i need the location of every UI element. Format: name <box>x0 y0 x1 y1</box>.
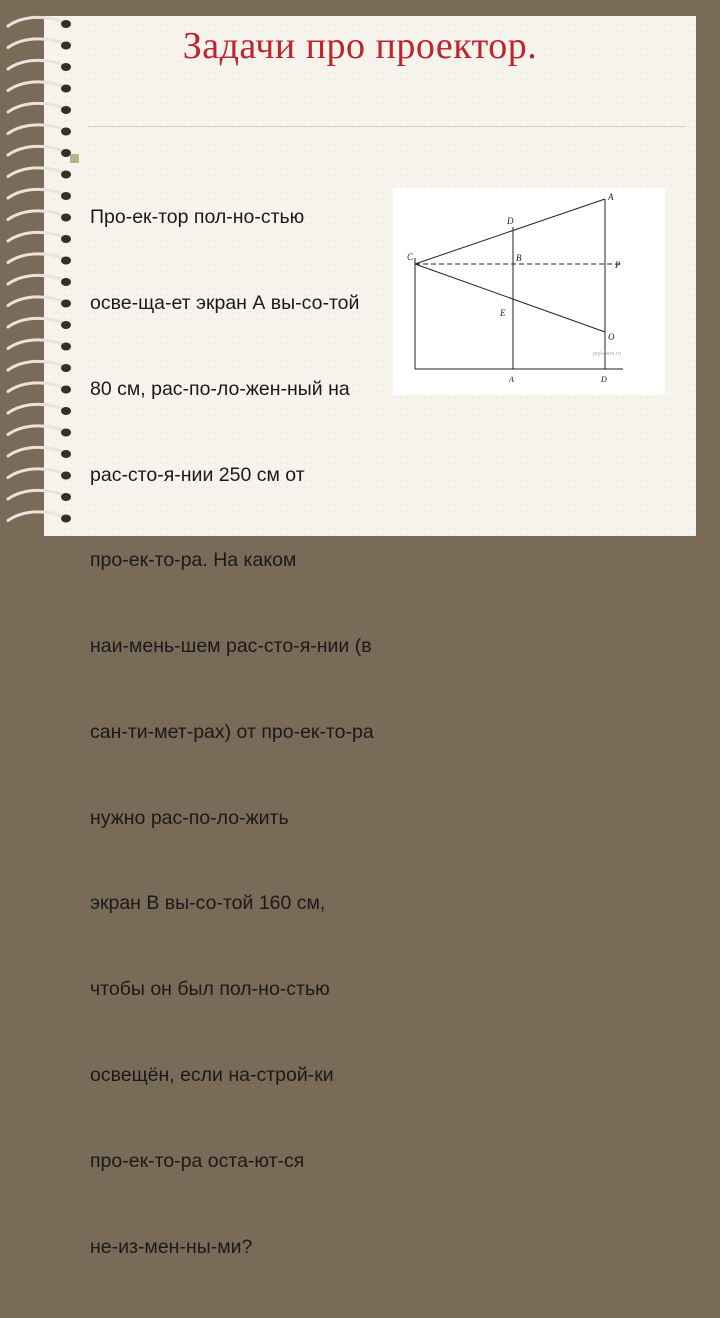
binding-hole <box>61 364 71 372</box>
binding-hole <box>61 343 71 351</box>
text-line: нужно рас-по-ло-жить <box>90 806 289 829</box>
label-a-bottom: A <box>509 375 514 384</box>
watermark: pajobata.ru <box>593 351 622 357</box>
binding-hole <box>61 300 71 308</box>
binding-coil <box>8 361 66 370</box>
binding-coil <box>8 254 66 263</box>
text-line: рас-сто-я-нии 250 см от <box>90 463 305 486</box>
binding-coil <box>8 82 66 91</box>
text-line: осве-ща-ет экран А вы-со-той <box>90 291 360 314</box>
projector-diagram <box>393 188 665 395</box>
label-p-mid: P <box>615 260 621 270</box>
label-e: E <box>500 308 506 318</box>
text-line: про-ек-то-ра. На каком <box>90 549 297 572</box>
binding-hole <box>61 106 71 114</box>
binding-coil <box>8 189 66 198</box>
binding-coil <box>8 275 66 284</box>
binding-coil <box>8 146 66 155</box>
binding-coil <box>8 490 66 499</box>
text-line: наи-мень-шем рас-сто-я-нии (в <box>90 635 372 658</box>
binding-hole <box>61 235 71 243</box>
bullet-icon <box>70 154 79 163</box>
binding-hole <box>61 128 71 136</box>
title-divider <box>88 126 686 127</box>
binding-coil <box>8 211 66 220</box>
binding-coil <box>8 168 66 177</box>
binding-hole <box>61 515 71 523</box>
binding-coil <box>8 383 66 392</box>
binding-coil <box>8 297 66 306</box>
label-c: C <box>407 252 414 262</box>
binding-hole <box>61 321 71 329</box>
binding-coil <box>8 512 66 521</box>
binding-coil <box>8 125 66 134</box>
text-line: Про-ек-тор пол-но-стью <box>90 206 305 229</box>
binding-coil <box>8 340 66 349</box>
slide-title: Задачи про проектор. <box>182 25 538 67</box>
label-a-top: A <box>608 192 614 202</box>
ray-lower <box>415 264 605 332</box>
spiral-binding <box>0 0 80 540</box>
binding-hole <box>61 257 71 265</box>
binding-hole <box>61 450 71 458</box>
binding-hole <box>61 429 71 437</box>
binding-hole <box>61 386 71 394</box>
binding-hole <box>61 171 71 179</box>
binding-coil <box>8 447 66 456</box>
binding-coil <box>8 426 66 435</box>
problem-text <box>90 146 390 1318</box>
text-line: сан-ти-мет-рах) от про-ек-то-ра <box>90 720 374 743</box>
binding-hole <box>61 472 71 480</box>
binding-coil <box>8 404 66 413</box>
text-line: освещён, если на-строй-ки <box>90 1064 334 1086</box>
binding-hole <box>61 278 71 286</box>
binding-hole <box>61 214 71 222</box>
binding-hole <box>61 85 71 93</box>
label-d-top: D <box>507 216 514 226</box>
text-line: не-из-мен-ны-ми? <box>90 1235 253 1258</box>
binding-coil <box>8 103 66 112</box>
binding-coil <box>8 318 66 327</box>
label-o: O <box>608 332 615 342</box>
text-line: про-ек-то-ра оста-ют-ся <box>90 1149 305 1172</box>
text-line: чтобы он был пол-но-стью <box>90 978 330 1001</box>
text-line: экран В вы-со-той 160 см, <box>90 892 326 915</box>
label-d-bottom: D <box>601 375 607 384</box>
binding-hole <box>61 493 71 501</box>
binding-hole <box>61 407 71 415</box>
binding-hole <box>61 192 71 200</box>
label-b-mid: B <box>516 253 522 263</box>
ray-upper <box>415 199 605 264</box>
binding-coil <box>8 232 66 241</box>
text-line: 80 см, рас-по-ло-жен-ный на <box>90 377 350 400</box>
binding-coil <box>8 469 66 478</box>
